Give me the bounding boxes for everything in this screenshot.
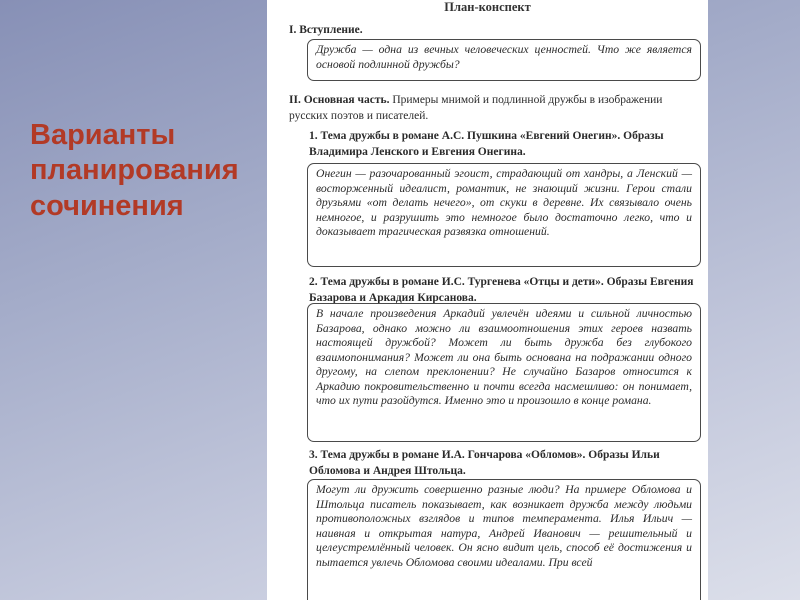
item-3-box-text: Могут ли дружить совершенно разные люди? На примере Обломова и Штольца писатель показывает, как возникает дружба между людьми противоположных взглядов и типов темперамента. Илья Ильич — наивная и открытая натура, Андрей Иванович — решительный и целеустремлённый человек. Он ясно видит цель, способ её достижения и пытается увлечь Обломова своими идеалами. При всей	[316, 483, 692, 569]
main-heading-text: Примеры мнимой и подлинной дружбы в изображении русских поэтов и писателей.	[289, 94, 663, 122]
item-2-box	[307, 303, 701, 442]
item-3-box	[307, 479, 701, 600]
slide-title: Варианты планирования сочинения	[30, 119, 239, 222]
main-heading-label: II. Основная часть.	[289, 94, 390, 106]
document-title: План-конспект	[444, 0, 531, 14]
main-heading	[289, 92, 703, 124]
intro-heading: I. Вступление.	[289, 24, 363, 36]
item-2-box-text: В начале произведения Аркадий увлечён идеями и сильной личностью Базарова, однако можно ли взаимоотношения этих героев назвать настоящей дружбой? Может ли быть дружба без глубокого взаимопонимания? Может ли она быть основана на подражании одного другому, на слепом преклонении? Не случайно Базаров относится к Аркадию покровительственно и почти всегда насмешливо: он понимает, что их пути разойдутся. Именно это и произошло в конце романа.	[316, 307, 692, 407]
textbook-page	[267, 0, 708, 600]
item-1-box-text: Онегин — разочарованный эгоист, страдающий от хандры, а Ленский — восторженный идеалист, романтик, не знающий жизни. Герои стали друзьями «от делать нечего», от скуки в деревне. Их связывало очень немногое, и разрушить это немногое было достаточно легко, что и доказывает трагическая развязка отношений.	[316, 167, 692, 238]
item-2-heading: 2. Тема дружбы в романе И.С. Тургенева «Отцы и дети». Образы Евгения Базарова и Аркадия Кирсанова.	[309, 276, 694, 304]
item-1-box	[307, 163, 701, 267]
item-3-heading: 3. Тема дружбы в романе И.А. Гончарова «Обломов». Образы Ильи Обломова и Андрея Штольца.	[309, 449, 660, 477]
intro-box	[307, 39, 701, 81]
item-1-heading: 1. Тема дружбы в романе А.С. Пушкина «Евгений Онегин». Образы Владимира Ленского и Евгения Онегина.	[309, 130, 664, 158]
intro-box-text: Дружба — одна из вечных человеческих ценностей. Что же является основой подлинной дружбы?	[316, 43, 692, 71]
